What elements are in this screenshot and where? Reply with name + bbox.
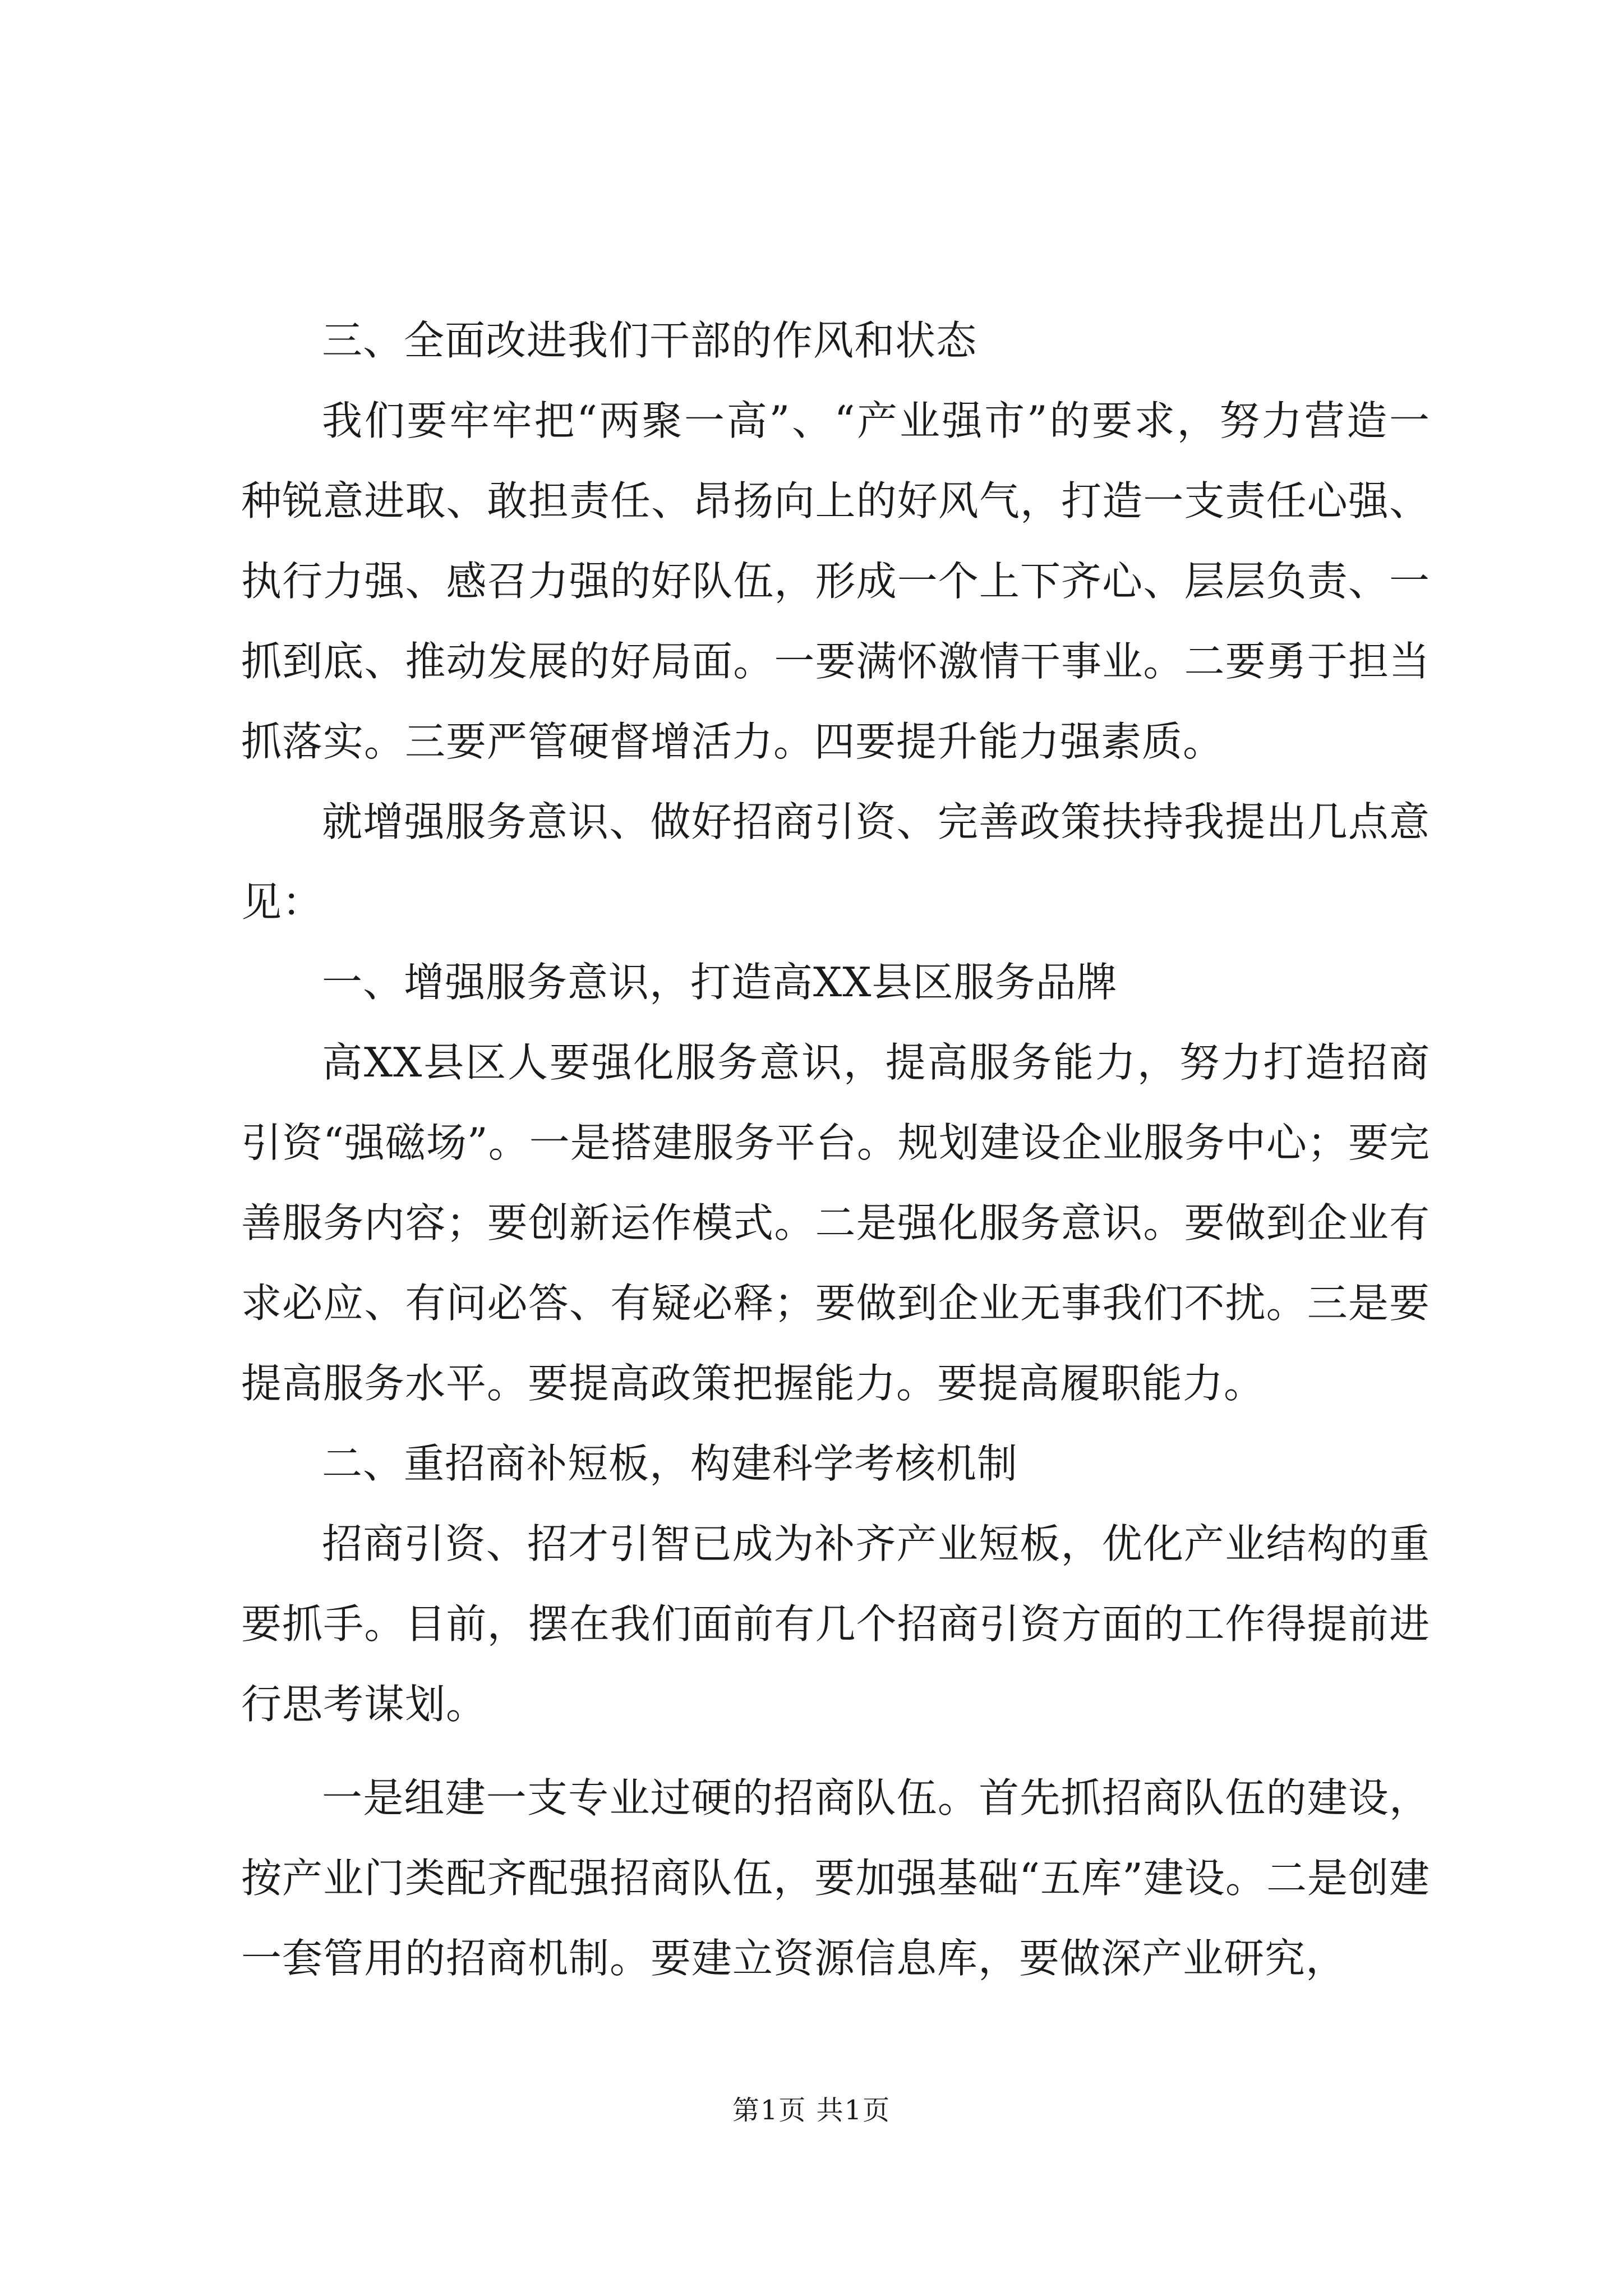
paragraph: 就增强服务意识、做好招商引资、完善政策扶持我提出几点意见： [241,798,1430,926]
paragraph: 我们要牢牢把“两聚一高”、“产业强市”的要求，努力营造一种锐意进取、敢担责任、昂扬向上的好风气，打造一支责任心强、执行力强、感召力强的好队伍，形成一个上下齐心、层层负责、一抓到底、推动发展的好局面。一要满怀激情干事业。二要勇于担当抓落实。三要严管硬督增活力。四要提升能力强素质。 [241,397,1430,765]
page-footer: 第1页 共1页 [732,2095,891,2126]
paragraph: 高XX县区人要强化服务意识，提高服务能力，努力打造招商引资“强磁场”。一是搭建服务平台。规划建设企业服务中心；要完善服务内容；要创新运作模式。二是强化服务意识。要做到企业有求必应、有问必答、有疑必释；要做到企业无事我们不扰。三是要提高服务水平。要提高政策把握能力。要提高履职能力。 [241,1039,1430,1407]
paragraph: 一是组建一支专业过硬的招商队伍。首先抓招商队伍的建设，按产业门类配齐配强招商队伍，要加强基础“五库”建设。二是创建一套管用的招商机制。要建立资源信息库，要做深产业研究， [241,1774,1430,1982]
section-heading-3: 三、全面改进我们干部的作风和状态 [322,317,978,364]
section-heading-1: 一、增强服务意识，打造高XX县区服务品牌 [322,959,1118,1006]
section-heading-2: 二、重招商补短板，构建科学考核机制 [322,1440,1018,1487]
paragraph: 招商引资、招才引智已成为补齐产业短板，优化产业结构的重要抓手。目前，摆在我们面前有几个招商引资方面的工作得提前进行思考谋划。 [241,1520,1430,1728]
document-body [241,301,1430,1999]
